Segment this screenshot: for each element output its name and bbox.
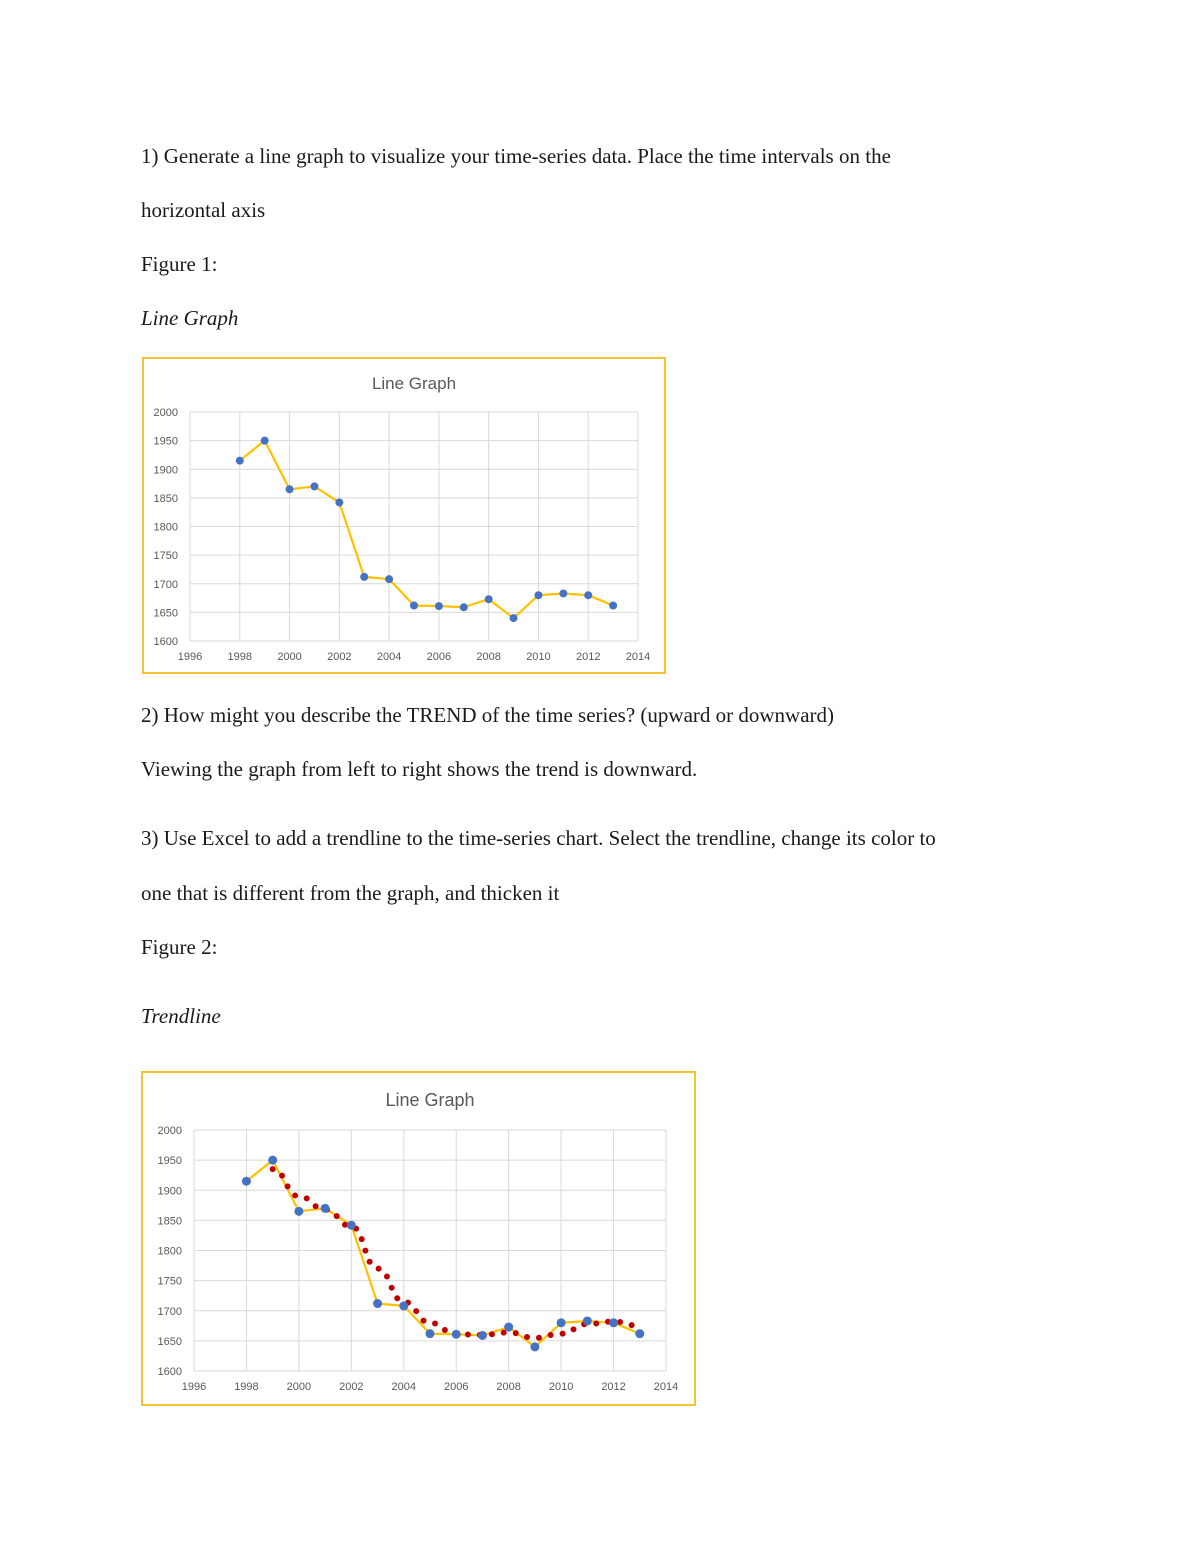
chart-2-x-tick-label: 2004	[391, 1381, 417, 1393]
chart-2-data-point	[268, 1156, 277, 1165]
figure-1-label: Figure 1:	[141, 252, 218, 276]
chart-2-y-tick-label: 1850	[157, 1215, 182, 1228]
question-3-line-2: one that is different from the graph, and thicken it	[141, 881, 560, 905]
figure-1-caption: Line Graph	[141, 306, 239, 330]
chart-1-x-tick-label: 2006	[426, 651, 452, 663]
chart-2-y-tick-label: 1650	[157, 1335, 182, 1348]
chart-1-x-tick-label: 2004	[376, 651, 402, 663]
chart-1-data-point	[559, 589, 567, 597]
chart-1-y-tick-label: 1600	[153, 636, 178, 648]
chart-2-svg	[143, 1073, 694, 1404]
chart-1-data-point	[236, 457, 244, 465]
chart-2-title: Line Graph	[385, 1090, 475, 1110]
chart-1-data-point	[460, 603, 468, 611]
chart-2-x-tick-label: 2006	[443, 1381, 469, 1393]
chart-1-data-point	[385, 575, 393, 583]
chart-1-x-tick-label: 2002	[327, 651, 352, 663]
chart-1-data-point	[584, 591, 592, 599]
chart-1-data-point	[534, 591, 542, 599]
chart-1-y-tick-label: 1650	[153, 607, 178, 620]
chart-1-x-tick-label: 1998	[227, 651, 253, 663]
chart-2-y-tick-label: 1900	[157, 1185, 182, 1198]
chart-2-data-point	[635, 1329, 644, 1338]
chart-2-data-point	[294, 1207, 303, 1216]
chart-1-x-tick-label: 2014	[625, 651, 651, 663]
chart-2-data-point	[557, 1318, 566, 1327]
chart-2-data-point	[373, 1299, 382, 1308]
chart-2-data-point	[347, 1221, 356, 1230]
chart-2-data-point	[609, 1318, 618, 1327]
chart-1-data-point	[510, 614, 518, 622]
chart-1-x-tick-label: 2000	[277, 651, 302, 663]
chart-1-y-tick-label: 1850	[153, 492, 178, 505]
chart-2-data-point	[583, 1316, 592, 1325]
chart-1-data-point	[485, 595, 493, 603]
chart-1-y-tick-label: 1800	[153, 521, 178, 534]
chart-2-y-tick-label: 1700	[157, 1305, 182, 1318]
chart-2-data-point	[452, 1330, 461, 1339]
chart-2-y-tick-label: 1750	[157, 1275, 182, 1288]
chart-2-y-tick-label: 1800	[157, 1245, 182, 1258]
chart-2-series-line	[246, 1160, 639, 1347]
chart-1-data-point	[609, 602, 617, 610]
chart-1-y-tick-label: 2000	[153, 407, 178, 419]
chart-1-data-point	[410, 602, 418, 610]
chart-2-y-tick-label: 2000	[157, 1125, 182, 1137]
chart-1-x-tick-label: 2008	[476, 651, 501, 663]
chart-2-x-tick-label: 1998	[234, 1381, 259, 1393]
chart-2-data-point	[399, 1301, 408, 1310]
chart-2-x-tick-label: 2000	[286, 1381, 312, 1393]
chart-1-svg	[144, 359, 664, 672]
chart-1-data-point	[435, 602, 443, 610]
chart-2-x-tick-label: 2012	[601, 1381, 626, 1393]
chart-1-y-tick-label: 1900	[153, 464, 178, 477]
chart-2-data-point	[426, 1329, 435, 1338]
chart-2-x-tick-label: 2010	[548, 1381, 574, 1393]
chart-2-x-tick-label: 1996	[181, 1381, 207, 1393]
chart-2-y-tick-label: 1950	[157, 1155, 182, 1168]
figure-2-caption: Trendline	[141, 1004, 221, 1028]
chart-2-x-tick-label: 2014	[653, 1381, 679, 1393]
question-2: 2) How might you describe the TREND of the time series? (upward or downward)	[141, 703, 835, 727]
question-1-line-1: 1) Generate a line graph to visualize your time-series data. Place the time intervals on the	[141, 144, 891, 168]
chart-2-data-point	[321, 1204, 330, 1213]
chart-1-data-point	[261, 437, 269, 445]
chart-1-x-tick-label: 2010	[526, 651, 551, 663]
chart-2-y-tick-label: 1600	[157, 1366, 182, 1378]
chart-2-data-point	[478, 1331, 487, 1340]
chart-2-data-point	[530, 1342, 539, 1351]
chart-1-y-tick-label: 1750	[153, 550, 178, 563]
chart-1-container[interactable]	[142, 357, 666, 674]
chart-1-title: Line Graph	[371, 374, 457, 393]
chart-2-data-point	[504, 1323, 513, 1332]
chart-1-x-tick-label: 1996	[177, 651, 203, 663]
chart-2-data-point	[242, 1177, 251, 1186]
chart-1-y-tick-label: 1700	[153, 578, 178, 591]
chart-1-y-tick-label: 1950	[153, 435, 178, 448]
chart-1-series-line	[240, 441, 613, 618]
question-3-line-1: 3) Use Excel to add a trendline to the time-series chart. Select the trendline, change its color to	[141, 826, 936, 850]
chart-2-x-tick-label: 2002	[339, 1381, 364, 1393]
answer-2: Viewing the graph from left to right shows the trend is downward.	[141, 757, 698, 781]
chart-1-data-point	[286, 485, 294, 493]
chart-2-x-tick-label: 2008	[496, 1381, 521, 1393]
chart-2-container[interactable]	[141, 1071, 696, 1406]
question-1-line-2: horizontal axis	[141, 198, 266, 222]
chart-1-data-point	[360, 573, 368, 581]
figure-2-label: Figure 2:	[141, 935, 218, 959]
chart-1-x-tick-label: 2012	[575, 651, 601, 663]
chart-1-data-point	[310, 482, 318, 490]
chart-1-data-point	[335, 498, 343, 506]
